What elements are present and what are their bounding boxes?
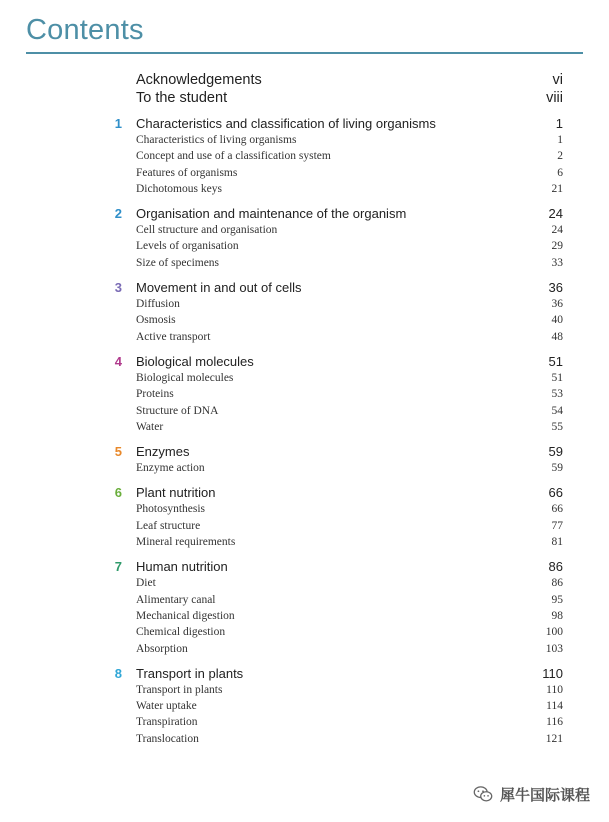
section-entry bbox=[0, 684, 609, 700]
section-entry bbox=[0, 240, 609, 256]
chapter-page: 51 bbox=[548, 353, 563, 369]
entry-page: vi bbox=[552, 72, 563, 88]
section-title: Levels of organisation bbox=[136, 240, 239, 253]
section-entry bbox=[0, 183, 609, 199]
section-title: Transpiration bbox=[136, 716, 198, 729]
chapter-page: 1 bbox=[555, 116, 563, 131]
section-page: 48 bbox=[551, 330, 563, 343]
section-page: 53 bbox=[551, 388, 563, 401]
section-title: Size of specimens bbox=[136, 256, 220, 269]
section-entry bbox=[0, 134, 609, 150]
section-page: 33 bbox=[551, 256, 563, 269]
chapter-entry bbox=[0, 280, 609, 298]
section-title: Biological molecules bbox=[136, 371, 234, 384]
chapter-page: 86 bbox=[548, 559, 563, 575]
section-entry bbox=[0, 626, 609, 642]
section-title: Enzyme action bbox=[136, 462, 205, 475]
section-title: Transport in plants bbox=[136, 683, 223, 696]
section-title: Photosynthesis bbox=[136, 503, 206, 516]
section-page: 29 bbox=[551, 240, 563, 253]
section-entry bbox=[0, 462, 609, 478]
section-entry bbox=[0, 643, 609, 659]
section-page: 6 bbox=[557, 166, 563, 179]
section-page: 114 bbox=[546, 700, 563, 713]
section-page: 77 bbox=[551, 519, 563, 532]
chapter-entry bbox=[0, 559, 609, 577]
section-entry bbox=[0, 421, 609, 437]
section-entry bbox=[0, 150, 609, 166]
section-page: 95 bbox=[551, 593, 563, 606]
section-entry bbox=[0, 257, 609, 273]
section-page: 100 bbox=[545, 626, 563, 639]
section-page: 121 bbox=[545, 732, 563, 745]
section-entry bbox=[0, 372, 609, 388]
section-entry bbox=[0, 577, 609, 593]
chapter-number: 8 bbox=[114, 665, 122, 681]
front-matter-entry bbox=[0, 72, 609, 90]
section-title: Mechanical digestion bbox=[136, 609, 235, 622]
chapter-title: Movement in and out of cells bbox=[136, 280, 302, 296]
chapter-entry bbox=[0, 485, 609, 503]
section-page: 1 bbox=[557, 134, 563, 146]
entry-title: To the student bbox=[136, 89, 228, 106]
section-entry bbox=[0, 405, 609, 421]
section-entry bbox=[0, 733, 609, 749]
section-page: 86 bbox=[551, 577, 563, 590]
section-title: Translocation bbox=[136, 732, 199, 745]
section-title: Absorption bbox=[136, 642, 188, 655]
chapter-page: 36 bbox=[548, 280, 563, 296]
chapter-title: Characteristics and classification of living organisms bbox=[136, 116, 436, 131]
section-title: Concept and use of a classification system bbox=[136, 150, 331, 163]
chapter-entry bbox=[0, 666, 609, 684]
section-page: 51 bbox=[551, 371, 563, 384]
section-page: 54 bbox=[551, 404, 563, 417]
chapter-title: Transport in plants bbox=[136, 665, 244, 681]
section-title: Characteristics of living organisms bbox=[136, 134, 297, 146]
section-title: Diet bbox=[136, 577, 156, 590]
watermark-text: 犀牛国际课程 bbox=[500, 786, 591, 804]
section-entry bbox=[0, 167, 609, 183]
section-entry bbox=[0, 331, 609, 347]
chapter-page: 66 bbox=[548, 485, 563, 501]
chapter-page: 24 bbox=[548, 206, 563, 222]
chapter-entry bbox=[0, 116, 609, 134]
section-page: 103 bbox=[545, 642, 563, 655]
table-of-contents bbox=[0, 72, 609, 749]
section-entry bbox=[0, 610, 609, 626]
chapter-page: 110 bbox=[542, 665, 563, 681]
chapter-number: 3 bbox=[114, 280, 122, 296]
section-page: 81 bbox=[551, 536, 563, 549]
chapter-number: 1 bbox=[114, 116, 122, 131]
section-entry bbox=[0, 298, 609, 314]
section-entry bbox=[0, 224, 609, 240]
section-title: Proteins bbox=[136, 388, 174, 401]
section-entry bbox=[0, 700, 609, 716]
section-page: 36 bbox=[551, 298, 563, 311]
chapter-title: Biological molecules bbox=[136, 353, 254, 369]
chapter-page: 59 bbox=[548, 444, 563, 460]
section-page: 116 bbox=[546, 716, 563, 729]
watermark bbox=[472, 783, 590, 805]
chapter-number: 6 bbox=[114, 485, 122, 501]
section-page: 24 bbox=[551, 224, 563, 237]
chapter-title: Human nutrition bbox=[136, 559, 228, 575]
section-title: Osmosis bbox=[136, 314, 176, 327]
chapter-title: Organisation and maintenance of the organism bbox=[136, 206, 407, 222]
section-title: Alimentary canal bbox=[136, 593, 216, 606]
section-title: Diffusion bbox=[136, 298, 180, 311]
section-title: Active transport bbox=[136, 330, 211, 343]
entry-page: viii bbox=[546, 89, 563, 106]
section-title: Features of organisms bbox=[136, 166, 238, 179]
section-entry bbox=[0, 594, 609, 610]
chapter-entry bbox=[0, 354, 609, 372]
title-divider bbox=[26, 52, 583, 54]
section-entry bbox=[0, 716, 609, 732]
chapter-entry bbox=[0, 444, 609, 462]
chapter-title: Plant nutrition bbox=[136, 485, 216, 501]
chapter-number: 7 bbox=[114, 559, 122, 575]
section-page: 21 bbox=[551, 182, 563, 195]
entry-title: Acknowledgements bbox=[136, 72, 262, 88]
section-entry bbox=[0, 536, 609, 552]
chapter-number: 4 bbox=[114, 353, 122, 369]
section-entry bbox=[0, 314, 609, 330]
section-title: Chemical digestion bbox=[136, 626, 226, 639]
section-page: 55 bbox=[551, 420, 563, 433]
chapter-title: Enzymes bbox=[136, 444, 190, 460]
chapter-entry bbox=[0, 206, 609, 224]
section-page: 40 bbox=[551, 314, 563, 327]
section-title: Water uptake bbox=[136, 700, 197, 713]
page-title: Contents bbox=[26, 14, 144, 46]
section-title: Dichotomous keys bbox=[136, 182, 222, 195]
section-page: 59 bbox=[551, 462, 563, 475]
chapter-number: 2 bbox=[114, 206, 122, 222]
section-page: 66 bbox=[551, 503, 563, 516]
section-page: 110 bbox=[546, 683, 563, 696]
section-page: 2 bbox=[557, 150, 563, 163]
section-entry bbox=[0, 503, 609, 519]
front-matter-entry bbox=[0, 90, 609, 108]
section-entry bbox=[0, 520, 609, 536]
section-page: 98 bbox=[551, 609, 563, 622]
chapter-number: 5 bbox=[114, 444, 122, 460]
section-title: Leaf structure bbox=[136, 519, 201, 532]
section-title: Mineral requirements bbox=[136, 536, 236, 549]
wechat-icon bbox=[472, 783, 494, 805]
section-title: Structure of DNA bbox=[136, 404, 219, 417]
section-title: Cell structure and organisation bbox=[136, 224, 278, 237]
section-title: Water bbox=[136, 420, 164, 433]
section-entry bbox=[0, 388, 609, 404]
